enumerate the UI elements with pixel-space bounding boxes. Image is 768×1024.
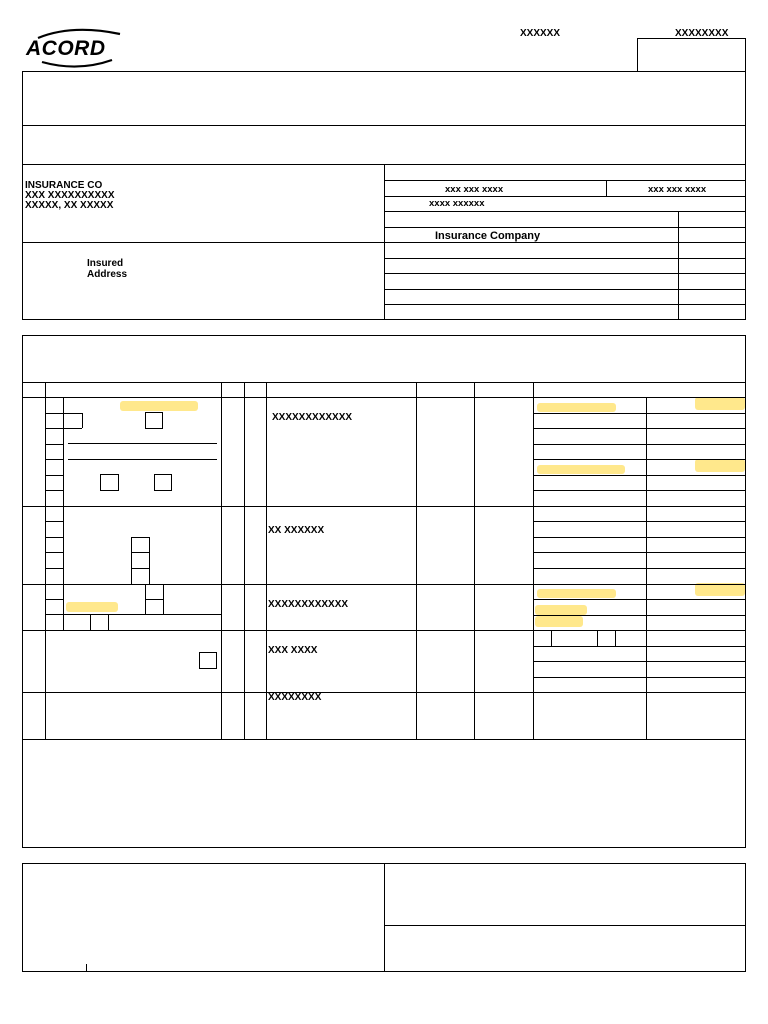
checkbox[interactable] [199, 652, 217, 669]
policy-number: XXXXXXXX [268, 692, 322, 703]
insured-line2: Address [87, 269, 128, 280]
email-value: xxxx xxxxxx [429, 198, 485, 209]
fax-value: xxx xxx xxxx [648, 184, 707, 195]
producer-name: INSURANCE CO [25, 180, 103, 191]
date-label: XXXXXX [520, 28, 561, 39]
policy-number: XXXXXXXXXXXX [268, 599, 349, 610]
insurer-a-name: Insurance Company [435, 230, 541, 242]
policy-number: XX XXXXXX [268, 525, 325, 536]
checkbox[interactable] [154, 474, 172, 491]
policy-number: XXX XXXX [268, 645, 318, 656]
producer-address: XXX XXXXXXXXXX [25, 190, 115, 201]
date-value: XXXXXXXX [675, 28, 729, 39]
phone-value: xxx xxx xxxx [445, 184, 504, 195]
checkbox[interactable] [100, 474, 119, 491]
insured-line1: Insured [87, 258, 124, 269]
policy-number: XXXXXXXXXXXX [272, 412, 353, 423]
coverages-frame [23, 336, 746, 848]
acord-logo-text: ACORD [26, 37, 106, 60]
producer-city: XXXXX, XX XXXXX [25, 200, 114, 211]
checkbox[interactable] [145, 412, 163, 429]
